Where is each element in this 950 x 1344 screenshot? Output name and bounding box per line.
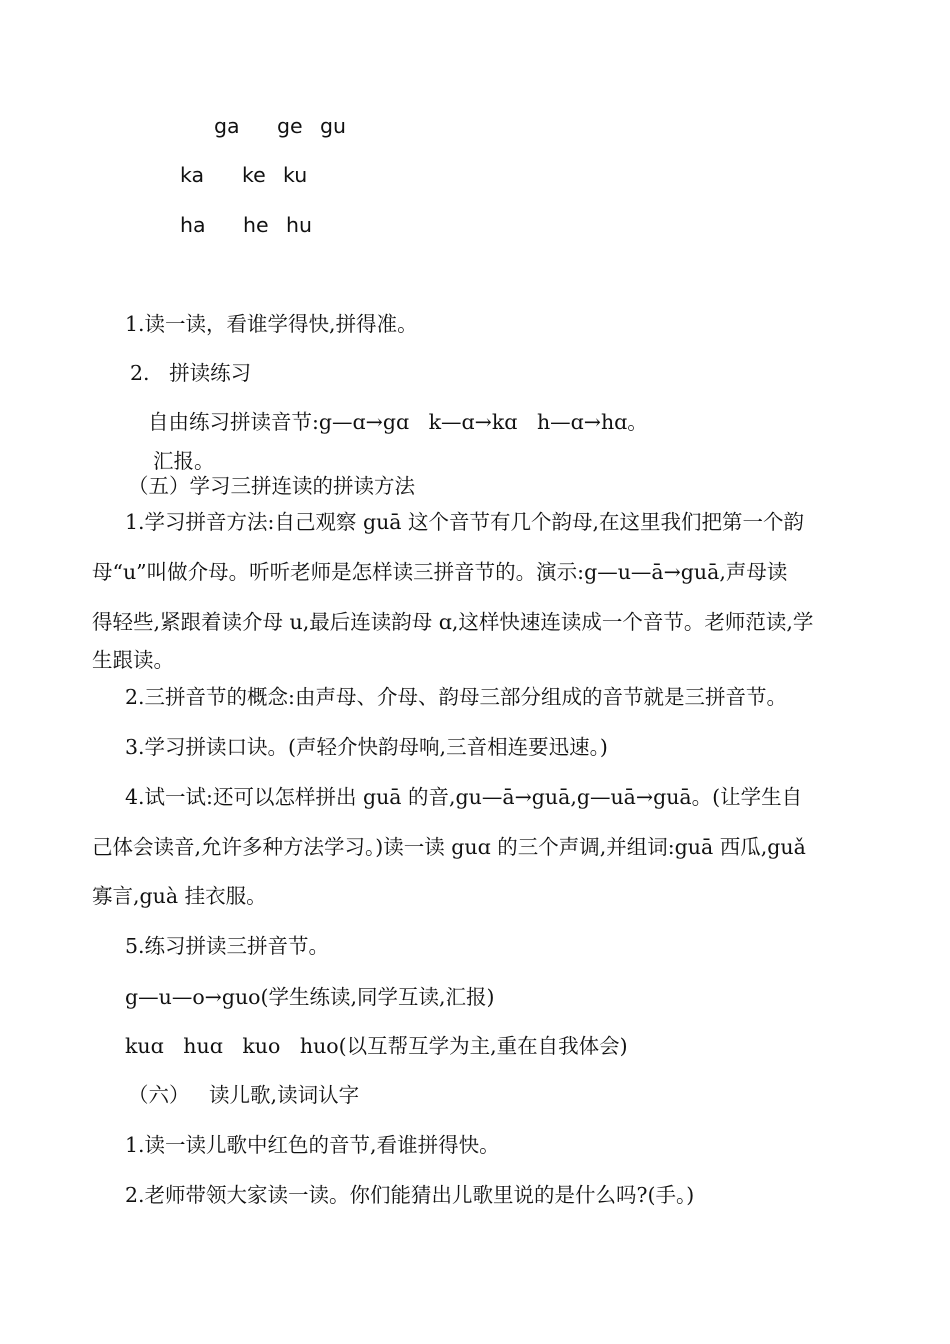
body-line: 得轻些,紧跟着读介母 u,最后连读韵母 ɑ,这样快速连读成一个音节。老师范读,学	[92, 610, 814, 634]
body-line: 1.学习拼音方法:自己观察 guā 这个音节有几个韵母,在这里我们把第一个韵	[125, 510, 805, 534]
body-line: 3.学习拼读口诀。(声轻介快韵母响,三音相连要迅速。)	[125, 735, 608, 759]
body-line: 己体会读音,允许多种方法学习。)读一读 guɑ 的三个声调,并组词:guā 西瓜,guǎ	[92, 835, 806, 859]
syllable: hu	[286, 213, 312, 237]
body-line: 2.老师带领大家读一读。你们能猜出儿歌里说的是什么吗?(手。)	[125, 1183, 695, 1207]
body-line: 2.三拼音节的概念:由声母、介母、韵母三部分组成的音节就是三拼音节。	[125, 685, 787, 709]
syllable: he	[243, 213, 269, 237]
body-line: kuɑ huɑ kuo huo(以互帮互学为主,重在自我体会)	[125, 1034, 628, 1058]
syllable: ku	[283, 163, 308, 187]
body-line: 1.读一读儿歌中红色的音节,看谁拼得快。	[125, 1133, 500, 1157]
section-heading: （五）学习三拼连读的拼读方法	[128, 474, 415, 498]
body-line: 母“u”叫做介母。听听老师是怎样读三拼音节的。演示:g—u—ā→guā,声母读	[92, 560, 788, 584]
body-line: 自由练习拼读音节:g—ɑ→gɑ k—ɑ→kɑ h—ɑ→hɑ。	[148, 410, 648, 434]
body-line: 汇报。	[153, 449, 215, 473]
body-line: 5.练习拼读三拼音节。	[125, 934, 330, 958]
syllable: ka	[180, 163, 205, 187]
syllable: gu	[320, 114, 347, 138]
body-line: 寡言,guà 挂衣服。	[92, 884, 267, 908]
syllable: ge	[277, 114, 303, 138]
body-line: g—u—o→guo(学生练读,同学互读,汇报)	[125, 985, 495, 1009]
body-line: 2. 拼读练习	[130, 361, 252, 385]
body-line: 1.读一读，看谁学得快,拼得准。	[125, 312, 418, 336]
section-heading: （六） 读儿歌,读词认字	[128, 1083, 360, 1107]
body-line: 4.试一试:还可以怎样拼出 guā 的音,gu—ā→guā,g—uā→guā。(让学生自	[125, 785, 803, 809]
syllable: ga	[214, 114, 240, 138]
syllable: ha	[180, 213, 206, 237]
syllable: ke	[242, 163, 266, 187]
body-line: 生跟读。	[92, 648, 174, 672]
